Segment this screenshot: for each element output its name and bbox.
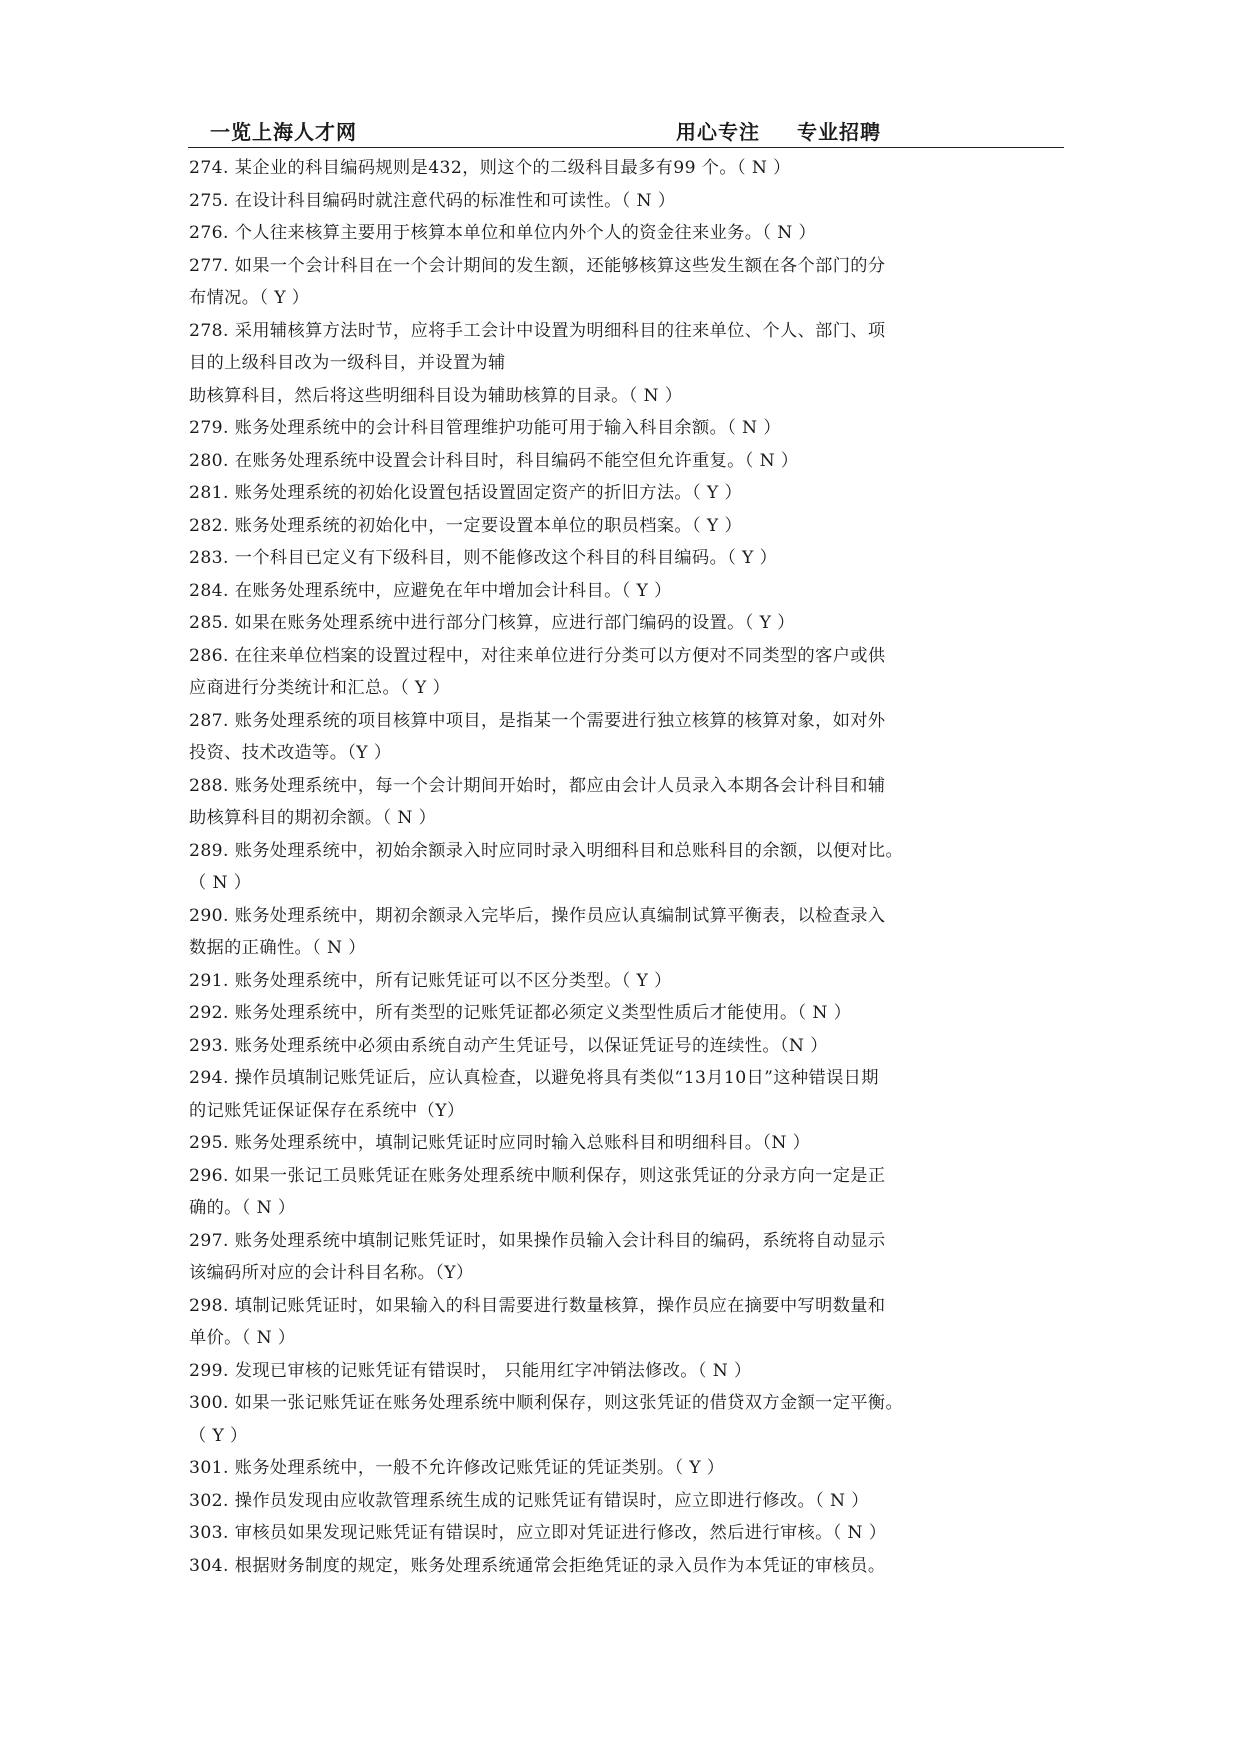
text-line: 单价。（ N ） (189, 1328, 296, 1348)
text-line: 295. 账务处理系统中，填制记账凭证时应同时输入总账科目和明细科目。（N ） (189, 1133, 811, 1153)
text-line: 300. 如果一张记账凭证在账务处理系统中顺利保存，则这张凭证的借贷双方金额一定平衡。 (189, 1393, 904, 1413)
text-line: 304. 根据财务制度的规定，账务处理系统通常会拒绝凭证的录入员作为本凭证的审核员。 (189, 1555, 886, 1576)
page-header (188, 112, 1062, 148)
text-line: 投资、技术改造等。（Y ） (189, 743, 392, 763)
text-line: 289. 账务处理系统中，初始余额录入时应同时录入明细科目和总账科目的余额，以便对比。 (189, 840, 904, 861)
text-line: 299. 发现已审核的记账凭证有错误时， 只能用红字冲销法修改。（ N ） (189, 1360, 752, 1381)
text-line: 291. 账务处理系统中，所有记账凭证可以不区分类型。（ Y ） (189, 970, 672, 991)
text-line: 287. 账务处理系统的项目核算中项目，是指某一个需要进行独立核算的核算对象，如对外 (189, 710, 886, 731)
text-line: 277. 如果一个会计科目在一个会计期间的发生额，还能够核算这些发生额在各个部门的分 (189, 255, 886, 276)
text-line: 290. 账务处理系统中，期初余额录入完毕后，操作员应认真编制试算平衡表，以检查录入 (189, 905, 886, 926)
text-line: 276. 个人往来核算主要用于核算本单位和单位内外个人的资金往来业务。（ N ） (189, 223, 817, 243)
text-line: 该编码所对应的会计科目名称。（Y） (189, 1263, 474, 1283)
text-line: 281. 账务处理系统的初始化设置包括设置固定资产的折旧方法。（ Y ） (189, 483, 743, 503)
text-line: 275. 在设计科目编码时就注意代码的标准性和可读性。（ N ） (189, 190, 676, 211)
text-line: 数据的正确性。（ N ） (189, 938, 366, 958)
text-line: 284. 在账务处理系统中，应避免在年中增加会计科目。（ Y ） (189, 580, 672, 601)
text-line: 布情况。（ Y ） (189, 288, 310, 308)
text-line: 297. 账务处理系统中填制记账凭证时，如果操作员输入会计科目的编码，系统将自动显示 (189, 1230, 886, 1251)
header-site-name: 一览上海人才网 (210, 120, 357, 144)
text-line: （ N ） (189, 873, 252, 893)
text-line: 283. 一个科目已定义有下级科目，则不能修改这个科目的科目编码。（ Y ） (189, 548, 778, 568)
text-line: 助核算科目，然后将这些明细科目设为辅助核算的目录。（ N ） (189, 385, 683, 406)
text-line: 294. 操作员填制记账凭证后，应认真检查，以避免将具有类似“13月10日”这种错误日期 (189, 1068, 879, 1088)
text-line: 292. 账务处理系统中，所有类型的记账凭证都必须定义类型性质后才能使用。（ N ） (189, 1003, 852, 1023)
text-line: 应商进行分类统计和汇总。（ Y ） (189, 678, 451, 698)
text-line: 确的。（ N ） (189, 1198, 296, 1218)
question-list (189, 152, 1065, 1582)
text-line: 的记账凭证保证保存在系统中（Y） (189, 1100, 465, 1121)
text-line: 293. 账务处理系统中必须由系统自动产生凭证号，以保证凭证号的连续性。（N ） (189, 1035, 828, 1056)
header-slogan-2: 专业招聘 (797, 120, 881, 144)
text-line: 286. 在往来单位档案的设置过程中，对往来单位进行分类可以方便对不同类型的客户或供 (189, 645, 886, 666)
header-divider (188, 147, 1064, 148)
header-slogan-1: 用心专注 (676, 120, 760, 144)
text-line: 298. 填制记账凭证时，如果输入的科目需要进行数量核算，操作员应在摘要中写明数量和 (189, 1295, 886, 1316)
text-line: 285. 如果在账务处理系统中进行部分门核算，应进行部门编码的设置。（ Y ） (189, 613, 795, 633)
text-line: 282. 账务处理系统的初始化中，一定要设置本单位的职员档案。（ Y ） (189, 515, 743, 536)
text-line: 302. 操作员发现由应收款管理系统生成的记账凭证有错误时，应立即进行修改。（ N ） (189, 1490, 869, 1511)
text-line: 280. 在账务处理系统中设置会计科目时，科目编码不能空但允许重复。（ N ） (189, 450, 799, 471)
text-line: 301. 账务处理系统中，一般不允许修改记账凭证的凭证类别。（ Y ） (189, 1458, 725, 1478)
text-line: 303. 审核员如果发现记账凭证有错误时，应立即对凭证进行修改，然后进行审核。（ N ） (189, 1523, 887, 1543)
text-line: 296. 如果一张记工员账凭证在账务处理系统中顺利保存，则这张凭证的分录方向一定是正 (189, 1165, 886, 1186)
text-line: 目的上级科目改为一级科目，并设置为辅 (189, 353, 506, 373)
text-line: 助核算科目的期初余额。（ N ） (189, 808, 437, 828)
text-line: 279. 账务处理系统中的会计科目管理维护功能可用于输入科目余额。（ N ） (189, 418, 781, 438)
text-line: （ Y ） (189, 1425, 248, 1446)
text-line: 278. 采用辅核算方法时节，应将手工会计中设置为明细科目的往来单位、个人、部门、项 (189, 320, 886, 341)
text-line: 274. 某企业的科目编码规则是432，则这个的二级科目最多有99 个。（ N ） (189, 158, 791, 178)
text-line: 288. 账务处理系统中，每一个会计期间开始时，都应由会计人员录入本期各会计科目和辅 (189, 775, 886, 796)
